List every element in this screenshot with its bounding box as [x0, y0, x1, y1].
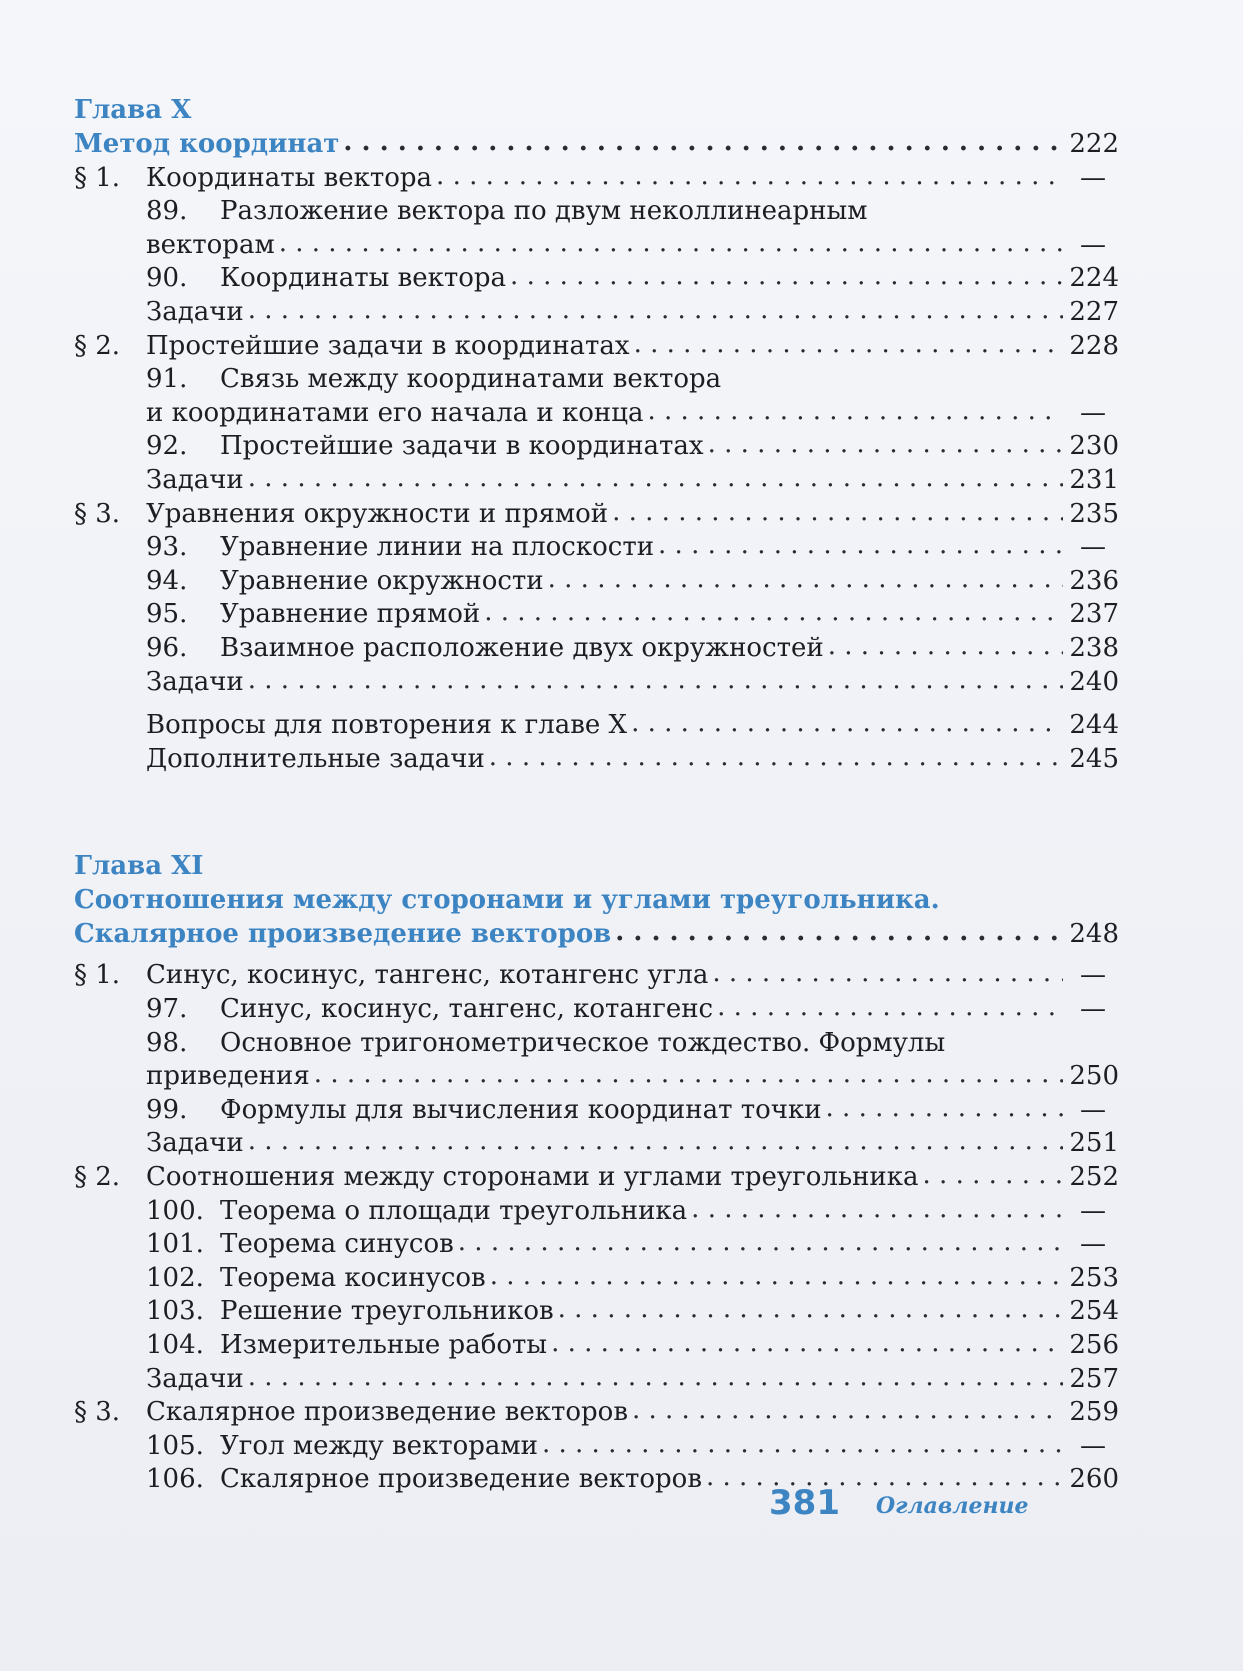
ch10-entry — [74, 363, 1119, 397]
entry-page: 250 — [1069, 1061, 1119, 1092]
entry-title: Скалярное произведение векторов — [220, 1464, 702, 1495]
leader-dots — [436, 160, 1063, 194]
entry-page: — — [1080, 1094, 1106, 1125]
entry-page: 228 — [1069, 330, 1119, 361]
ch10-entry — [74, 498, 1119, 532]
entry-title: Формулы для вычисления координат точки — [220, 1094, 822, 1125]
ch11-entry — [74, 1195, 1119, 1229]
ch10-entry — [74, 229, 1119, 263]
leader-dots — [279, 227, 1063, 261]
entry-title: Разложение вектора по двум неколлинеарным — [220, 196, 868, 227]
leader-dots — [489, 741, 1063, 775]
ch10-entry — [74, 531, 1119, 565]
entry-title: Связь между координатами вектора — [220, 364, 722, 395]
entry-page: 257 — [1069, 1363, 1119, 1394]
ch11-entry — [74, 1027, 1119, 1061]
entry-page: 252 — [1069, 1162, 1119, 1193]
chapter-11-title-row — [74, 918, 1119, 952]
leader-dots — [548, 563, 1063, 597]
item-number: 98. — [146, 1027, 188, 1058]
leader-dots — [343, 126, 1063, 160]
item-number: 100. — [146, 1195, 204, 1226]
leader-dots — [632, 1394, 1063, 1428]
chapter-10-title-row — [74, 128, 1119, 162]
ch11-entry — [74, 1127, 1119, 1161]
item-number: 90. — [146, 263, 188, 294]
entry-page: 230 — [1069, 431, 1119, 462]
chapter-10-label: Глава X — [74, 95, 192, 125]
leader-dots — [551, 1327, 1063, 1361]
page-footer — [0, 1483, 1243, 1533]
leader-dots — [248, 462, 1063, 496]
entry-page: 245 — [1069, 743, 1119, 774]
entry-page: 240 — [1069, 666, 1119, 697]
ch11-entry — [74, 1396, 1119, 1430]
entry-title: Измерительные работы — [220, 1330, 548, 1360]
section-number: § 1. — [74, 162, 121, 193]
entry-title: Задачи — [146, 296, 244, 327]
ch10-entry — [74, 565, 1119, 599]
ch10-entry — [74, 632, 1119, 666]
ch11-entry — [74, 1363, 1119, 1397]
entry-page: — — [1080, 960, 1106, 991]
entry-title: Дополнительные задачи — [146, 743, 485, 774]
entry-title: Уравнение линии на плоскости — [220, 532, 655, 563]
entry-title: Задачи — [146, 1128, 244, 1159]
ch11-entry — [74, 1430, 1119, 1464]
entry-title: Простейшие задачи в координатах — [220, 431, 704, 462]
entry-page: 235 — [1069, 498, 1119, 529]
ch11-entry — [74, 1295, 1119, 1329]
entry-title: Координаты вектора — [146, 162, 433, 193]
item-number: 102. — [146, 1262, 204, 1293]
entry-title: и координатами его начала и конца — [146, 397, 644, 428]
chapter-11-page: 248 — [1069, 918, 1119, 949]
leader-dots — [708, 428, 1063, 462]
ch10-entry — [74, 195, 1119, 229]
page-number: 381 — [769, 1483, 840, 1523]
leader-dots — [558, 1293, 1063, 1327]
leader-dots — [923, 1159, 1063, 1193]
ch10-entry — [74, 666, 1119, 700]
leader-dots — [826, 1092, 1063, 1126]
ch10-entry — [74, 743, 1119, 777]
entry-page: — — [1080, 162, 1106, 193]
entry-title: Задачи — [146, 666, 244, 697]
entry-page: 227 — [1069, 296, 1119, 327]
leader-dots — [634, 328, 1063, 362]
ch10-entry — [74, 162, 1119, 196]
leader-dots — [612, 496, 1063, 530]
leader-dots — [631, 707, 1063, 741]
leader-dots — [647, 395, 1063, 429]
entry-title: Взаимное расположение двух окружностей — [220, 632, 824, 663]
entry-title: Теорема синусов — [220, 1229, 454, 1260]
chapter-10-title: Метод координат — [74, 129, 340, 159]
entry-page: 256 — [1069, 1330, 1119, 1360]
ch11-entry — [74, 1060, 1119, 1094]
section-number: § 2. — [74, 330, 121, 361]
chapter-10-entries — [74, 162, 1119, 777]
entry-page: 236 — [1069, 565, 1119, 596]
entry-page: 224 — [1069, 263, 1119, 294]
entry-title: Координаты вектора — [220, 263, 507, 294]
entry-title: Решение треугольников — [220, 1296, 554, 1327]
item-number: 92. — [146, 431, 188, 462]
entry-title: приведения — [146, 1061, 310, 1092]
ch10-entry — [74, 709, 1119, 743]
item-number: 106. — [146, 1464, 204, 1495]
chapter-11-title-part1: Соотношения между сторонами и углами треугольника. — [74, 885, 940, 916]
entry-page: — — [1080, 532, 1106, 563]
section-number: § 2. — [74, 1162, 121, 1193]
ch10-entry — [74, 397, 1119, 431]
entry-page: 260 — [1069, 1464, 1119, 1495]
ch11-entry — [74, 1262, 1119, 1296]
item-number: 99. — [146, 1094, 188, 1125]
item-number: 104. — [146, 1330, 204, 1360]
leader-dots — [615, 916, 1063, 950]
entry-page: 238 — [1069, 632, 1119, 663]
ch10-entry — [74, 430, 1119, 464]
leader-dots — [248, 1361, 1063, 1395]
ch11-entry — [74, 1161, 1119, 1195]
entry-title: Задачи — [146, 1363, 244, 1394]
leader-dots — [658, 529, 1063, 563]
entry-page: — — [1080, 1195, 1106, 1226]
entry-title: Теорема косинусов — [220, 1262, 486, 1293]
ch10-entry — [74, 464, 1119, 498]
entry-page: 251 — [1069, 1128, 1119, 1159]
ch11-entry — [74, 1094, 1119, 1128]
ch11-entry — [74, 993, 1119, 1027]
leader-dots — [717, 991, 1063, 1025]
item-number: 103. — [146, 1296, 204, 1327]
ch11-entry — [74, 959, 1119, 993]
entry-page: 244 — [1069, 710, 1119, 741]
entry-page: 254 — [1069, 1296, 1119, 1327]
ch10-entry — [74, 598, 1119, 632]
entry-title: Простейшие задачи в координатах — [146, 330, 630, 361]
entry-page: — — [1080, 994, 1106, 1025]
leader-dots — [248, 664, 1063, 698]
ch11-entry — [74, 1228, 1119, 1262]
entry-title: Синус, косинус, тангенс, котангенс угла — [146, 960, 709, 991]
entry-title: Теорема о площади треугольника — [220, 1195, 688, 1226]
leader-dots — [458, 1226, 1063, 1260]
entry-page: 231 — [1069, 464, 1119, 495]
entry-title: Скалярное произведение векторов — [146, 1397, 628, 1428]
entry-page: — — [1080, 229, 1106, 260]
section-number: § 3. — [74, 1397, 121, 1428]
ch10-entry — [74, 330, 1119, 364]
leader-dots — [484, 596, 1063, 630]
item-number: 96. — [146, 632, 188, 663]
chapter-11-title-part2: Скалярное произведение векторов — [74, 918, 612, 949]
leader-dots — [828, 630, 1063, 664]
item-number: 94. — [146, 565, 188, 596]
leader-dots — [248, 1125, 1063, 1159]
entry-page: 259 — [1069, 1397, 1119, 1428]
item-number: 89. — [146, 196, 188, 227]
entry-title: Угол между векторами — [220, 1430, 538, 1461]
entry-page: 237 — [1069, 599, 1119, 630]
ch10-entry — [74, 262, 1119, 296]
entry-title: Соотношения между сторонами и углами треугольника — [146, 1162, 919, 1193]
entry-page: 253 — [1069, 1262, 1119, 1293]
entry-title: Уравнение окружности — [220, 565, 544, 596]
item-number: 105. — [146, 1430, 204, 1461]
leader-dots — [712, 957, 1063, 991]
item-number: 101. — [146, 1229, 204, 1260]
entry-page: — — [1080, 397, 1106, 428]
entry-title: векторам — [146, 229, 275, 260]
item-number: 97. — [146, 994, 188, 1025]
entry-title: Синус, косинус, тангенс, котангенс — [220, 994, 714, 1025]
chapter-11-entries — [74, 959, 1119, 1497]
section-number: § 1. — [74, 960, 121, 991]
item-number: 93. — [146, 532, 188, 563]
running-title: Оглавление — [876, 1493, 1029, 1519]
entry-title: Основное тригонометрическое тождество. Формулы — [220, 1027, 946, 1058]
section-number: § 3. — [74, 498, 121, 529]
ch11-entry — [74, 1329, 1119, 1363]
entry-title: Задачи — [146, 464, 244, 495]
leader-dots — [314, 1058, 1063, 1092]
leader-dots — [248, 294, 1063, 328]
chapter-11-label: Глава XI — [74, 851, 204, 882]
leader-dots — [510, 260, 1063, 294]
leader-dots — [490, 1260, 1063, 1294]
entry-page: — — [1080, 1430, 1106, 1461]
entry-page: — — [1080, 1229, 1106, 1260]
item-number: 95. — [146, 599, 188, 630]
table-of-contents — [74, 92, 1119, 1497]
ch10-entry — [74, 296, 1119, 330]
entry-title: Уравнения окружности и прямой — [146, 498, 609, 529]
entry-title: Вопросы для повторения к главе X — [146, 710, 628, 741]
entry-title: Уравнение прямой — [220, 599, 481, 630]
item-number: 91. — [146, 364, 188, 395]
leader-dots — [691, 1193, 1063, 1227]
chapter-10-page: 222 — [1069, 129, 1119, 159]
leader-dots — [542, 1428, 1063, 1462]
chapter-11-title-line1 — [74, 884, 1119, 918]
